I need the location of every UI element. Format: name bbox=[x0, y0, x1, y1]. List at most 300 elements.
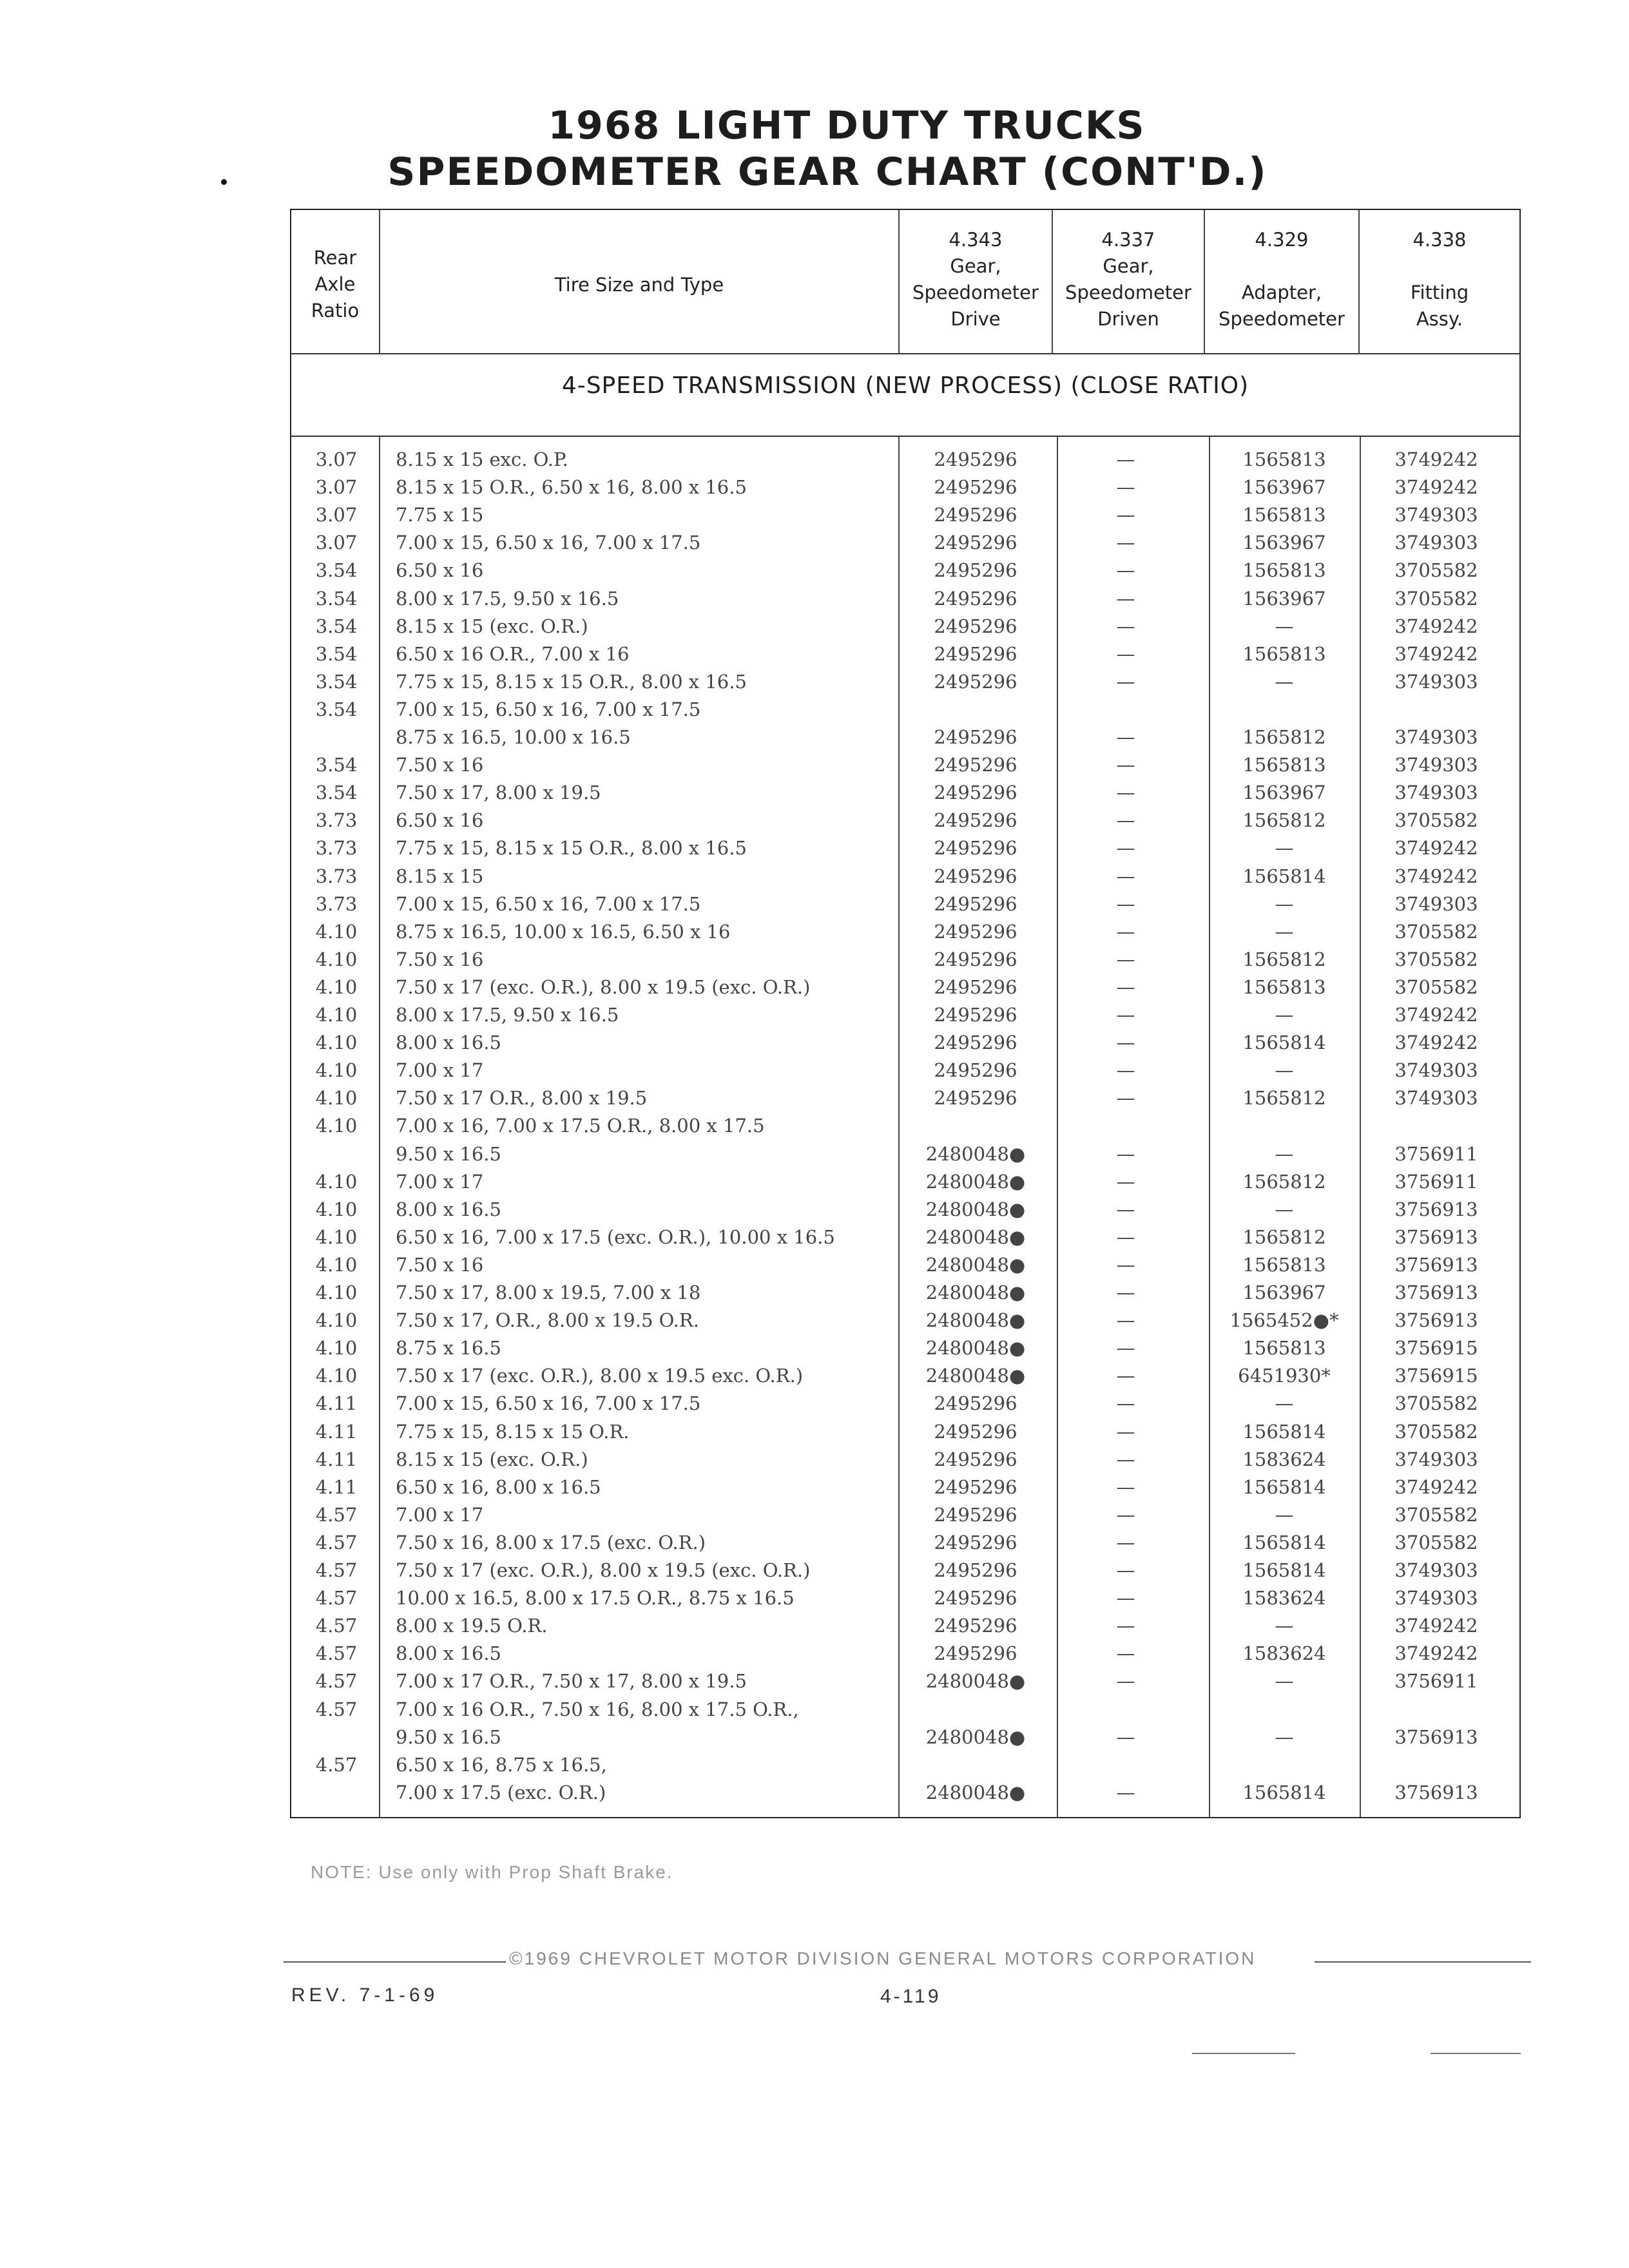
cell-adapter: — bbox=[1275, 1143, 1294, 1165]
cell-drive: 2495296 bbox=[934, 1448, 1017, 1470]
cell-adapter: 1565814 bbox=[1242, 1782, 1326, 1803]
cell-ratio: 4.10 bbox=[315, 1115, 358, 1137]
cell-tire: 8.00 x 17.5, 9.50 x 16.5 bbox=[396, 588, 619, 610]
cell-drive: 2495296 bbox=[934, 1504, 1017, 1526]
cell-ratio: 3.07 bbox=[315, 532, 358, 553]
cell-adapter: — bbox=[1275, 1198, 1294, 1220]
cell-adapter: 1565812 bbox=[1242, 726, 1326, 748]
cell-tire: 8.75 x 16.5 bbox=[396, 1337, 501, 1359]
cell-fitting: 3749242 bbox=[1394, 1642, 1478, 1664]
cell-driven: — bbox=[1116, 1587, 1135, 1609]
table-row bbox=[0, 724, 1629, 751]
cell-tire: 6.50 x 16 O.R., 7.00 x 16 bbox=[396, 643, 630, 665]
cell-drive: 2495296 bbox=[934, 559, 1017, 581]
cell-drive: 2495296 bbox=[934, 893, 1017, 915]
cell-ratio: 4.10 bbox=[315, 1337, 358, 1359]
cell-adapter: 1565813 bbox=[1242, 643, 1326, 665]
cell-tire: 8.00 x 16.5 bbox=[396, 1642, 501, 1664]
footer-rule-left bbox=[284, 1961, 506, 1963]
cell-drive: 2495296 bbox=[934, 1642, 1017, 1664]
cell-driven: — bbox=[1116, 976, 1135, 998]
cell-ratio: 3.73 bbox=[315, 865, 358, 887]
cell-adapter: 1583624 bbox=[1242, 1587, 1326, 1609]
cell-drive: 2480048● bbox=[925, 1337, 1026, 1359]
cell-drive: 2495296 bbox=[934, 643, 1017, 665]
table-row bbox=[0, 834, 1629, 862]
table-row bbox=[0, 1724, 1629, 1751]
table-row bbox=[0, 585, 1629, 613]
cell-driven: — bbox=[1116, 1642, 1135, 1664]
cell-adapter: — bbox=[1275, 671, 1294, 693]
cell-ratio: 3.07 bbox=[315, 476, 358, 498]
cell-adapter: 1565813 bbox=[1242, 1254, 1326, 1276]
header-gear-driven: 4.337 Gear, Speedometer Driven bbox=[1065, 229, 1191, 330]
cell-tire: 7.50 x 17, O.R., 8.00 x 19.5 O.R. bbox=[396, 1309, 699, 1331]
cell-fitting: 3749303 bbox=[1394, 532, 1478, 553]
table-row bbox=[0, 1362, 1629, 1390]
cell-tire: 7.50 x 16 bbox=[396, 754, 484, 776]
cell-driven: — bbox=[1116, 726, 1135, 748]
cell-tire: 6.50 x 16, 7.00 x 17.5 (exc. O.R.), 10.00 x 16.5 bbox=[396, 1226, 835, 1248]
cell-driven: — bbox=[1116, 893, 1135, 915]
header-fitting-assy: 4.338 Fitting Assy. bbox=[1410, 229, 1469, 330]
cell-drive: 2495296 bbox=[934, 1476, 1017, 1498]
cell-adapter: 1563967 bbox=[1242, 532, 1326, 553]
table-row bbox=[0, 751, 1629, 779]
cell-tire: 10.00 x 16.5, 8.00 x 17.5 O.R., 8.75 x 16.5 bbox=[396, 1587, 795, 1609]
footnote: NOTE: Use only with Prop Shaft Brake. bbox=[311, 1862, 673, 1882]
cell-adapter: 1565812 bbox=[1242, 1087, 1326, 1109]
cell-fitting: 3705582 bbox=[1394, 588, 1478, 610]
stray-mark bbox=[1192, 2053, 1295, 2054]
cell-fitting: 3749303 bbox=[1394, 754, 1478, 776]
cell-fitting: 3705582 bbox=[1394, 976, 1478, 998]
cell-ratio: 4.11 bbox=[315, 1448, 358, 1470]
table-row bbox=[0, 1307, 1629, 1334]
table-row bbox=[0, 974, 1629, 1001]
cell-drive: 2495296 bbox=[934, 615, 1017, 637]
cell-drive: 2495296 bbox=[934, 921, 1017, 943]
cell-driven: — bbox=[1116, 865, 1135, 887]
cell-driven: — bbox=[1116, 1532, 1135, 1553]
cell-tire: 8.15 x 15 (exc. O.R.) bbox=[396, 615, 588, 637]
cell-adapter: — bbox=[1275, 1726, 1294, 1748]
cell-adapter: 1583624 bbox=[1242, 1642, 1326, 1664]
table-row bbox=[0, 474, 1629, 501]
cell-tire: 7.50 x 17, 8.00 x 19.5 bbox=[396, 782, 601, 803]
cell-driven: — bbox=[1116, 1392, 1135, 1414]
footer-rule-right bbox=[1315, 1961, 1531, 1963]
table-row bbox=[0, 1640, 1629, 1667]
cell-adapter: 1565814 bbox=[1242, 1559, 1326, 1581]
cell-adapter: 1565814 bbox=[1242, 1032, 1326, 1053]
cell-ratio: 4.57 bbox=[315, 1504, 358, 1526]
page-subtitle: SPEEDOMETER GEAR CHART (CONT'D.) bbox=[387, 149, 1268, 195]
table-row bbox=[0, 557, 1629, 584]
cell-driven: — bbox=[1116, 1337, 1135, 1359]
cell-drive: 2495296 bbox=[934, 476, 1017, 498]
table-row bbox=[0, 446, 1629, 474]
cell-tire: 7.50 x 17 (exc. O.R.), 8.00 x 19.5 (exc. O.R.) bbox=[396, 1559, 811, 1581]
cell-tire: 7.50 x 17, 8.00 x 19.5, 7.00 x 18 bbox=[396, 1282, 701, 1303]
cell-tire: 8.00 x 16.5 bbox=[396, 1032, 501, 1053]
cell-drive: 2495296 bbox=[934, 504, 1017, 526]
cell-adapter: 1565813 bbox=[1242, 1337, 1326, 1359]
table-row bbox=[0, 1334, 1629, 1362]
cell-ratio: 4.10 bbox=[315, 921, 358, 943]
cell-ratio: 4.57 bbox=[315, 1532, 358, 1553]
table-row bbox=[0, 1612, 1629, 1640]
cell-fitting: 3749242 bbox=[1394, 1615, 1478, 1637]
cell-tire: 7.00 x 17.5 (exc. O.R.) bbox=[396, 1782, 606, 1803]
cell-tire: 6.50 x 16, 8.00 x 16.5 bbox=[396, 1476, 601, 1498]
cell-drive: 2495296 bbox=[934, 448, 1017, 470]
cell-adapter: — bbox=[1275, 921, 1294, 943]
table-row bbox=[0, 1029, 1629, 1057]
cell-fitting: 3749242 bbox=[1394, 1004, 1478, 1026]
page-number: 4-119 bbox=[880, 1986, 941, 2007]
cell-drive: 2495296 bbox=[934, 588, 1017, 610]
table-row bbox=[0, 1529, 1629, 1557]
cell-fitting: 3756913 bbox=[1394, 1226, 1478, 1248]
table-row bbox=[0, 1390, 1629, 1418]
cell-drive: 2480048● bbox=[925, 1309, 1026, 1331]
cell-fitting: 3749303 bbox=[1394, 1448, 1478, 1470]
cell-drive: 2495296 bbox=[934, 1087, 1017, 1109]
cell-ratio: 4.10 bbox=[315, 1226, 358, 1248]
cell-tire: 8.75 x 16.5, 10.00 x 16.5 bbox=[396, 726, 631, 748]
cell-adapter: 1565813 bbox=[1242, 448, 1326, 470]
cell-driven: — bbox=[1116, 1726, 1135, 1748]
cell-fitting: 3705582 bbox=[1394, 809, 1478, 831]
cell-tire: 7.75 x 15, 8.15 x 15 O.R., 8.00 x 16.5 bbox=[396, 671, 747, 693]
cell-adapter: 1565814 bbox=[1242, 865, 1326, 887]
cell-adapter: 1565814 bbox=[1242, 1476, 1326, 1498]
cell-fitting: 3749242 bbox=[1394, 1032, 1478, 1053]
cell-ratio: 4.10 bbox=[315, 1004, 358, 1026]
table-row bbox=[0, 1779, 1629, 1807]
cell-driven: — bbox=[1116, 1226, 1135, 1248]
header-gear-drive: 4.343 Gear, Speedometer Drive bbox=[912, 229, 1039, 330]
cell-tire: 7.50 x 16 bbox=[396, 948, 484, 970]
cell-fitting: 3705582 bbox=[1394, 921, 1478, 943]
cell-driven: — bbox=[1116, 448, 1135, 470]
cell-drive: 2495296 bbox=[934, 1392, 1017, 1414]
table-row bbox=[0, 1140, 1629, 1168]
cell-drive: 2480048● bbox=[925, 1143, 1026, 1165]
cell-fitting: 3749242 bbox=[1394, 615, 1478, 637]
cell-ratio: 3.54 bbox=[315, 643, 358, 665]
cell-driven: — bbox=[1116, 615, 1135, 637]
cell-ratio: 3.73 bbox=[315, 837, 358, 859]
cell-adapter: 1583624 bbox=[1242, 1448, 1326, 1470]
page-title: 1968 LIGHT DUTY TRUCKS bbox=[548, 103, 1146, 148]
cell-fitting: 3756913 bbox=[1394, 1726, 1478, 1748]
cell-driven: — bbox=[1116, 754, 1135, 776]
cell-driven: — bbox=[1116, 1004, 1135, 1026]
cell-adapter: — bbox=[1275, 893, 1294, 915]
table-row bbox=[0, 668, 1629, 696]
cell-driven: — bbox=[1116, 1254, 1135, 1276]
cell-ratio: 4.10 bbox=[315, 1059, 358, 1081]
cell-tire: 8.75 x 16.5, 10.00 x 16.5, 6.50 x 16 bbox=[396, 921, 731, 943]
cell-tire: 6.50 x 16, 8.75 x 16.5, bbox=[396, 1754, 607, 1776]
header-tire-size: Tire Size and Type bbox=[554, 274, 724, 296]
cell-ratio: 4.10 bbox=[315, 976, 358, 998]
cell-fitting: 3705582 bbox=[1394, 1421, 1478, 1443]
table-row bbox=[0, 1446, 1629, 1474]
cell-tire: 7.50 x 17 O.R., 8.00 x 19.5 bbox=[396, 1087, 648, 1109]
table-row bbox=[0, 1057, 1629, 1084]
header-bottom-rule bbox=[290, 353, 1521, 354]
cell-driven: — bbox=[1116, 1087, 1135, 1109]
cell-tire: 8.00 x 19.5 O.R. bbox=[396, 1615, 548, 1637]
cell-adapter: 1563967 bbox=[1242, 476, 1326, 498]
cell-driven: — bbox=[1116, 1171, 1135, 1193]
cell-tire: 7.50 x 17 (exc. O.R.), 8.00 x 19.5 exc. O.R.) bbox=[396, 1365, 804, 1387]
cell-adapter: 1563967 bbox=[1242, 588, 1326, 610]
table-row bbox=[0, 779, 1629, 807]
cell-fitting: 3749303 bbox=[1394, 1559, 1478, 1581]
cell-fitting: 3749303 bbox=[1394, 504, 1478, 526]
cell-drive: 2495296 bbox=[934, 671, 1017, 693]
cell-fitting: 3749303 bbox=[1394, 1059, 1478, 1081]
table-row bbox=[0, 946, 1629, 974]
table-row bbox=[0, 1168, 1629, 1196]
section-title: 4-SPEED TRANSMISSION (NEW PROCESS) (CLOSE RATIO) bbox=[561, 372, 1249, 399]
cell-ratio: 3.54 bbox=[315, 754, 358, 776]
cell-drive: 2495296 bbox=[934, 1421, 1017, 1443]
cell-tire: 8.15 x 15 bbox=[396, 865, 484, 887]
cell-drive: 2480048● bbox=[925, 1282, 1026, 1303]
cell-tire: 7.50 x 16, 8.00 x 17.5 (exc. O.R.) bbox=[396, 1532, 706, 1553]
cell-drive: 2495296 bbox=[934, 1615, 1017, 1637]
cell-fitting: 3749242 bbox=[1394, 1476, 1478, 1498]
header-rear-axle-ratio: Rear Axle Ratio bbox=[311, 247, 360, 322]
cell-tire: 7.50 x 17 (exc. O.R.), 8.00 x 19.5 (exc. O.R.) bbox=[396, 976, 811, 998]
cell-drive: 2495296 bbox=[934, 809, 1017, 831]
cell-ratio: 3.07 bbox=[315, 448, 358, 470]
cell-fitting: 3756915 bbox=[1394, 1365, 1478, 1387]
cell-fitting: 3705582 bbox=[1394, 1504, 1478, 1526]
cell-adapter: — bbox=[1275, 1504, 1294, 1526]
cell-driven: — bbox=[1116, 1782, 1135, 1803]
cell-drive: 2495296 bbox=[934, 782, 1017, 803]
cell-tire: 7.00 x 15, 6.50 x 16, 7.00 x 17.5 bbox=[396, 532, 701, 553]
cell-drive: 2495296 bbox=[934, 1587, 1017, 1609]
cell-ratio: 4.57 bbox=[315, 1615, 358, 1637]
cell-tire: 9.50 x 16.5 bbox=[396, 1726, 501, 1748]
cell-tire: 7.00 x 17 bbox=[396, 1504, 484, 1526]
cell-adapter: 6451930* bbox=[1238, 1365, 1331, 1387]
stray-mark bbox=[1431, 2053, 1521, 2054]
cell-tire: 8.00 x 17.5, 9.50 x 16.5 bbox=[396, 1004, 619, 1026]
table-row bbox=[0, 529, 1629, 557]
cell-fitting: 3749242 bbox=[1394, 476, 1478, 498]
cell-fitting: 3749242 bbox=[1394, 837, 1478, 859]
cell-drive: 2495296 bbox=[934, 532, 1017, 553]
table-row bbox=[0, 807, 1629, 834]
cell-driven: — bbox=[1116, 588, 1135, 610]
cell-ratio: 3.54 bbox=[315, 671, 358, 693]
table-row bbox=[0, 918, 1629, 946]
cell-fitting: 3756911 bbox=[1394, 1143, 1478, 1165]
table-row bbox=[0, 1196, 1629, 1224]
cell-driven: — bbox=[1116, 1032, 1135, 1053]
cell-adapter: — bbox=[1275, 1392, 1294, 1414]
table-row bbox=[0, 1696, 1629, 1724]
cell-tire: 7.75 x 15 bbox=[396, 504, 484, 526]
cell-fitting: 3749303 bbox=[1394, 1087, 1478, 1109]
cell-driven: — bbox=[1116, 1143, 1135, 1165]
cell-adapter: — bbox=[1275, 615, 1294, 637]
cell-tire: 8.15 x 15 exc. O.P. bbox=[396, 448, 568, 470]
cell-tire: 8.15 x 15 O.R., 6.50 x 16, 8.00 x 16.5 bbox=[396, 476, 747, 498]
cell-ratio: 4.10 bbox=[315, 1365, 358, 1387]
cell-adapter: — bbox=[1275, 1059, 1294, 1081]
cell-driven: — bbox=[1116, 809, 1135, 831]
cell-drive: 2495296 bbox=[934, 1032, 1017, 1053]
cell-ratio: 4.11 bbox=[315, 1476, 358, 1498]
cell-adapter: 1565452●* bbox=[1229, 1309, 1339, 1331]
cell-driven: — bbox=[1116, 782, 1135, 803]
cell-drive: 2495296 bbox=[934, 837, 1017, 859]
cell-fitting: 3756913 bbox=[1394, 1309, 1478, 1331]
cell-driven: — bbox=[1116, 1282, 1135, 1303]
table-row bbox=[0, 1557, 1629, 1584]
cell-ratio: 4.57 bbox=[315, 1670, 358, 1692]
cell-ratio: 3.54 bbox=[315, 782, 358, 803]
cell-ratio: 3.07 bbox=[315, 504, 358, 526]
cell-ratio: 4.57 bbox=[315, 1642, 358, 1664]
cell-driven: — bbox=[1116, 532, 1135, 553]
cell-fitting: 3705582 bbox=[1394, 1532, 1478, 1553]
cell-driven: — bbox=[1116, 1309, 1135, 1331]
cell-adapter: 1565814 bbox=[1242, 1421, 1326, 1443]
table-row bbox=[0, 863, 1629, 890]
cell-ratio: 4.57 bbox=[315, 1698, 358, 1720]
cell-tire: 9.50 x 16.5 bbox=[396, 1143, 501, 1165]
cell-tire: 7.00 x 17 O.R., 7.50 x 17, 8.00 x 19.5 bbox=[396, 1670, 747, 1692]
cell-drive: 2495296 bbox=[934, 1059, 1017, 1081]
cell-drive: 2495296 bbox=[934, 976, 1017, 998]
cell-driven: — bbox=[1116, 948, 1135, 970]
cell-adapter: 1565813 bbox=[1242, 754, 1326, 776]
cell-driven: — bbox=[1116, 504, 1135, 526]
cell-fitting: 3749242 bbox=[1394, 643, 1478, 665]
cell-ratio: 3.73 bbox=[315, 809, 358, 831]
cell-tire: 7.00 x 16, 7.00 x 17.5 O.R., 8.00 x 17.5 bbox=[396, 1115, 765, 1137]
cell-ratio: 4.57 bbox=[315, 1587, 358, 1609]
cell-adapter: — bbox=[1275, 1615, 1294, 1637]
cell-driven: — bbox=[1116, 1448, 1135, 1470]
table-row bbox=[0, 1584, 1629, 1612]
cell-ratio: 3.73 bbox=[315, 893, 358, 915]
cell-tire: 7.50 x 16 bbox=[396, 1254, 484, 1276]
cell-adapter: — bbox=[1275, 1004, 1294, 1026]
table-row bbox=[0, 890, 1629, 918]
cell-driven: — bbox=[1116, 559, 1135, 581]
table-row bbox=[0, 1474, 1629, 1501]
cell-driven: — bbox=[1116, 671, 1135, 693]
cell-drive: 2495296 bbox=[934, 1532, 1017, 1553]
cell-ratio: 3.54 bbox=[315, 698, 358, 720]
cell-drive: 2495296 bbox=[934, 726, 1017, 748]
cell-driven: — bbox=[1116, 643, 1135, 665]
table-row bbox=[0, 1224, 1629, 1251]
cell-adapter: 1565813 bbox=[1242, 504, 1326, 526]
table-row bbox=[0, 501, 1629, 529]
cell-adapter: 1565812 bbox=[1242, 1171, 1326, 1193]
copyright: ©1969 CHEVROLET MOTOR DIVISION GENERAL MOTORS CORPORATION bbox=[509, 1948, 1257, 1968]
cell-drive: 2495296 bbox=[934, 865, 1017, 887]
cell-drive: 2480048● bbox=[925, 1198, 1026, 1220]
cell-fitting: 3756913 bbox=[1394, 1198, 1478, 1220]
cell-tire: 6.50 x 16 bbox=[396, 809, 484, 831]
cell-ratio: 4.11 bbox=[315, 1392, 358, 1414]
cell-fitting: 3756911 bbox=[1394, 1670, 1478, 1692]
cell-ratio: 4.10 bbox=[315, 1254, 358, 1276]
cell-ratio: 4.57 bbox=[315, 1559, 358, 1581]
cell-driven: — bbox=[1116, 1421, 1135, 1443]
cell-fitting: 3749303 bbox=[1394, 671, 1478, 693]
cell-driven: — bbox=[1116, 837, 1135, 859]
cell-driven: — bbox=[1116, 1476, 1135, 1498]
cell-fitting: 3749303 bbox=[1394, 893, 1478, 915]
cell-fitting: 3756915 bbox=[1394, 1337, 1478, 1359]
cell-adapter: 1565813 bbox=[1242, 976, 1326, 998]
cell-tire: 7.00 x 17 bbox=[396, 1171, 484, 1193]
table-row bbox=[0, 640, 1629, 668]
cell-drive: 2480048● bbox=[925, 1171, 1026, 1193]
cell-ratio: 4.10 bbox=[315, 1309, 358, 1331]
cell-driven: — bbox=[1116, 1365, 1135, 1387]
section-bottom-rule bbox=[290, 436, 1521, 437]
cell-fitting: 3749303 bbox=[1394, 782, 1478, 803]
cell-adapter: 1565812 bbox=[1242, 809, 1326, 831]
cell-ratio: 4.57 bbox=[315, 1754, 358, 1776]
cell-adapter: 1565812 bbox=[1242, 948, 1326, 970]
cell-adapter: — bbox=[1275, 1670, 1294, 1692]
table-row bbox=[0, 696, 1629, 724]
cell-fitting: 3749303 bbox=[1394, 1587, 1478, 1609]
cell-ratio: 4.10 bbox=[315, 1171, 358, 1193]
cell-fitting: 3749303 bbox=[1394, 726, 1478, 748]
table-row bbox=[0, 1667, 1629, 1695]
cell-tire: 7.00 x 15, 6.50 x 16, 7.00 x 17.5 bbox=[396, 698, 701, 720]
cell-fitting: 3749242 bbox=[1394, 865, 1478, 887]
cell-ratio: 4.10 bbox=[315, 1282, 358, 1303]
cell-fitting: 3756913 bbox=[1394, 1282, 1478, 1303]
cell-fitting: 3756913 bbox=[1394, 1782, 1478, 1803]
cell-ratio: 3.54 bbox=[315, 588, 358, 610]
cell-driven: — bbox=[1116, 1198, 1135, 1220]
cell-ratio: 4.10 bbox=[315, 1087, 358, 1109]
cell-drive: 2480048● bbox=[925, 1365, 1026, 1387]
cell-tire: 7.00 x 17 bbox=[396, 1059, 484, 1081]
cell-drive: 2480048● bbox=[925, 1254, 1026, 1276]
cell-drive: 2480048● bbox=[925, 1670, 1026, 1692]
cell-driven: — bbox=[1116, 1615, 1135, 1637]
header-adapter: 4.329 Adapter, Speedometer bbox=[1219, 229, 1345, 330]
table-row bbox=[0, 1418, 1629, 1446]
cell-tire: 8.15 x 15 (exc. O.R.) bbox=[396, 1448, 588, 1470]
cell-fitting: 3705582 bbox=[1394, 1392, 1478, 1414]
cell-ratio: 3.54 bbox=[315, 615, 358, 637]
cell-adapter: 1565814 bbox=[1242, 1532, 1326, 1553]
cell-drive: 2495296 bbox=[934, 1559, 1017, 1581]
cell-driven: — bbox=[1116, 1559, 1135, 1581]
